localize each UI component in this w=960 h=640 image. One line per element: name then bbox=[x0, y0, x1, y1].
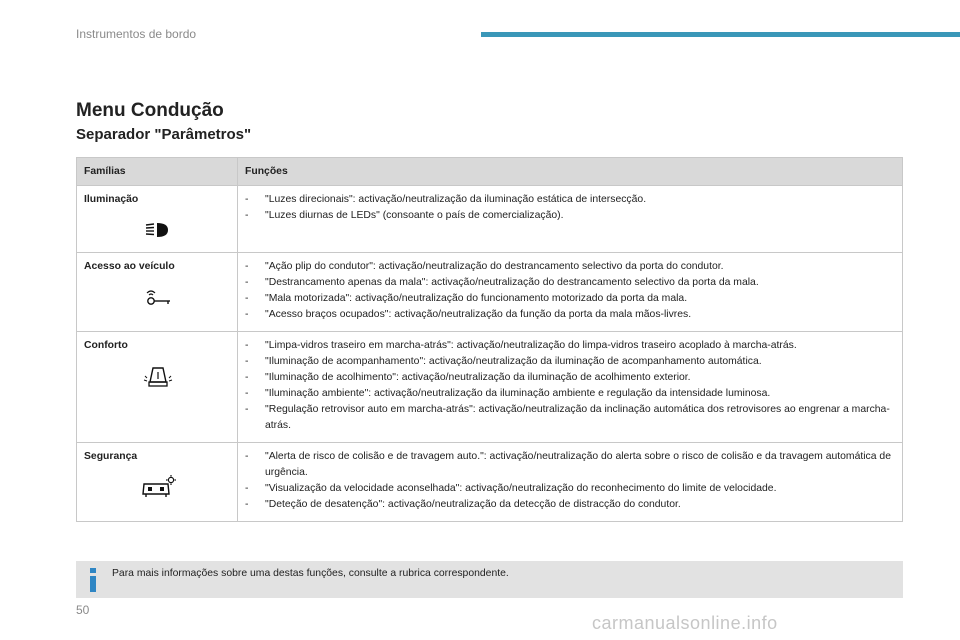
info-note-text: Para mais informações sobre uma destas funções, consulte a rubrica correspondente. bbox=[112, 568, 509, 579]
key-signal-icon bbox=[138, 283, 178, 311]
table-row bbox=[77, 332, 903, 443]
functions-cell bbox=[238, 332, 903, 443]
parameters-table bbox=[76, 157, 903, 522]
family-cell bbox=[77, 253, 238, 332]
table-header-row bbox=[77, 158, 903, 186]
menu-title: Menu Condução bbox=[76, 100, 224, 121]
table-row bbox=[77, 186, 903, 253]
functions-cell bbox=[238, 443, 903, 522]
function-item: - "Destrancamento apenas da mala": activação/neutralização do destrancamento selectivo da porta da mala. bbox=[245, 275, 895, 291]
functions-cell bbox=[238, 253, 903, 332]
function-item: - "Mala motorizada": activação/neutralização do funcionamento motorizado da porta da mala. bbox=[245, 291, 895, 307]
headlamp-icon bbox=[138, 216, 178, 244]
function-item: - "Iluminação de acolhimento": activação/neutralização da iluminação de acolhimento exterior. bbox=[245, 370, 895, 386]
car-seat-comfort-icon bbox=[138, 362, 178, 390]
family-name: Segurança bbox=[84, 451, 138, 462]
table-row bbox=[77, 253, 903, 332]
info-icon bbox=[86, 567, 100, 593]
watermark: carmanualsonline.info bbox=[592, 613, 778, 633]
function-item: - "Alerta de risco de colisão e de travagem auto.": activação/neutralização do alerta sobre o risco de colisão e da travagem automática de urgência. bbox=[245, 449, 895, 481]
car-safety-settings-icon bbox=[138, 473, 178, 501]
function-item: - "Iluminação ambiente": activação/neutralização da iluminação ambiente e regulação da intensidade luminosa. bbox=[245, 386, 895, 402]
function-item: - "Limpa-vidros traseiro em marcha-atrás": activação/neutralização do limpa-vidros traseiro acoplado à marcha-atrás. bbox=[245, 338, 895, 354]
family-cell bbox=[77, 332, 238, 443]
info-note bbox=[76, 561, 903, 598]
function-item: - "Iluminação de acompanhamento": activação/neutralização da iluminação de acompanhamento automática. bbox=[245, 354, 895, 370]
function-item: - "Visualização da velocidade aconselhada": activação/neutralização do reconhecimento do limite de velocidade. bbox=[245, 481, 895, 497]
family-name: Acesso ao veículo bbox=[84, 261, 175, 272]
section-title: Instrumentos de bordo bbox=[76, 27, 197, 41]
function-item: - "Luzes direcionais": activação/neutralização da iluminação estática de intersecção. bbox=[245, 192, 895, 208]
functions-cell bbox=[238, 186, 903, 253]
function-item: - "Regulação retrovisor auto em marcha-atrás": activação/neutralização da inclinação automática dos retrovisores ao engrenar a marcha-atrás. bbox=[245, 402, 895, 434]
column-header-families: Famílias bbox=[77, 158, 238, 186]
family-cell bbox=[77, 443, 238, 522]
tab-title: Separador "Parâmetros" bbox=[76, 126, 252, 143]
function-item: - "Luzes diurnas de LEDs" (consoante o país de comercialização). bbox=[245, 208, 895, 224]
family-cell bbox=[77, 186, 238, 253]
function-item: - "Acesso braços ocupados": activação/neutralização da função da porta da mala mãos-livres. bbox=[245, 307, 895, 323]
function-item: - "Deteção de desatenção": activação/neutralização da detecção de distracção do condutor. bbox=[245, 497, 895, 513]
table-row bbox=[77, 443, 903, 522]
page-number: 50 bbox=[76, 603, 90, 617]
column-header-functions: Funções bbox=[238, 158, 903, 186]
family-name: Conforto bbox=[84, 340, 128, 351]
family-name: Iluminação bbox=[84, 194, 139, 205]
function-item: - "Ação plip do condutor": activação/neutralização do destrancamento selectivo da porta do condutor. bbox=[245, 259, 895, 275]
header-accent-bar bbox=[481, 32, 960, 37]
